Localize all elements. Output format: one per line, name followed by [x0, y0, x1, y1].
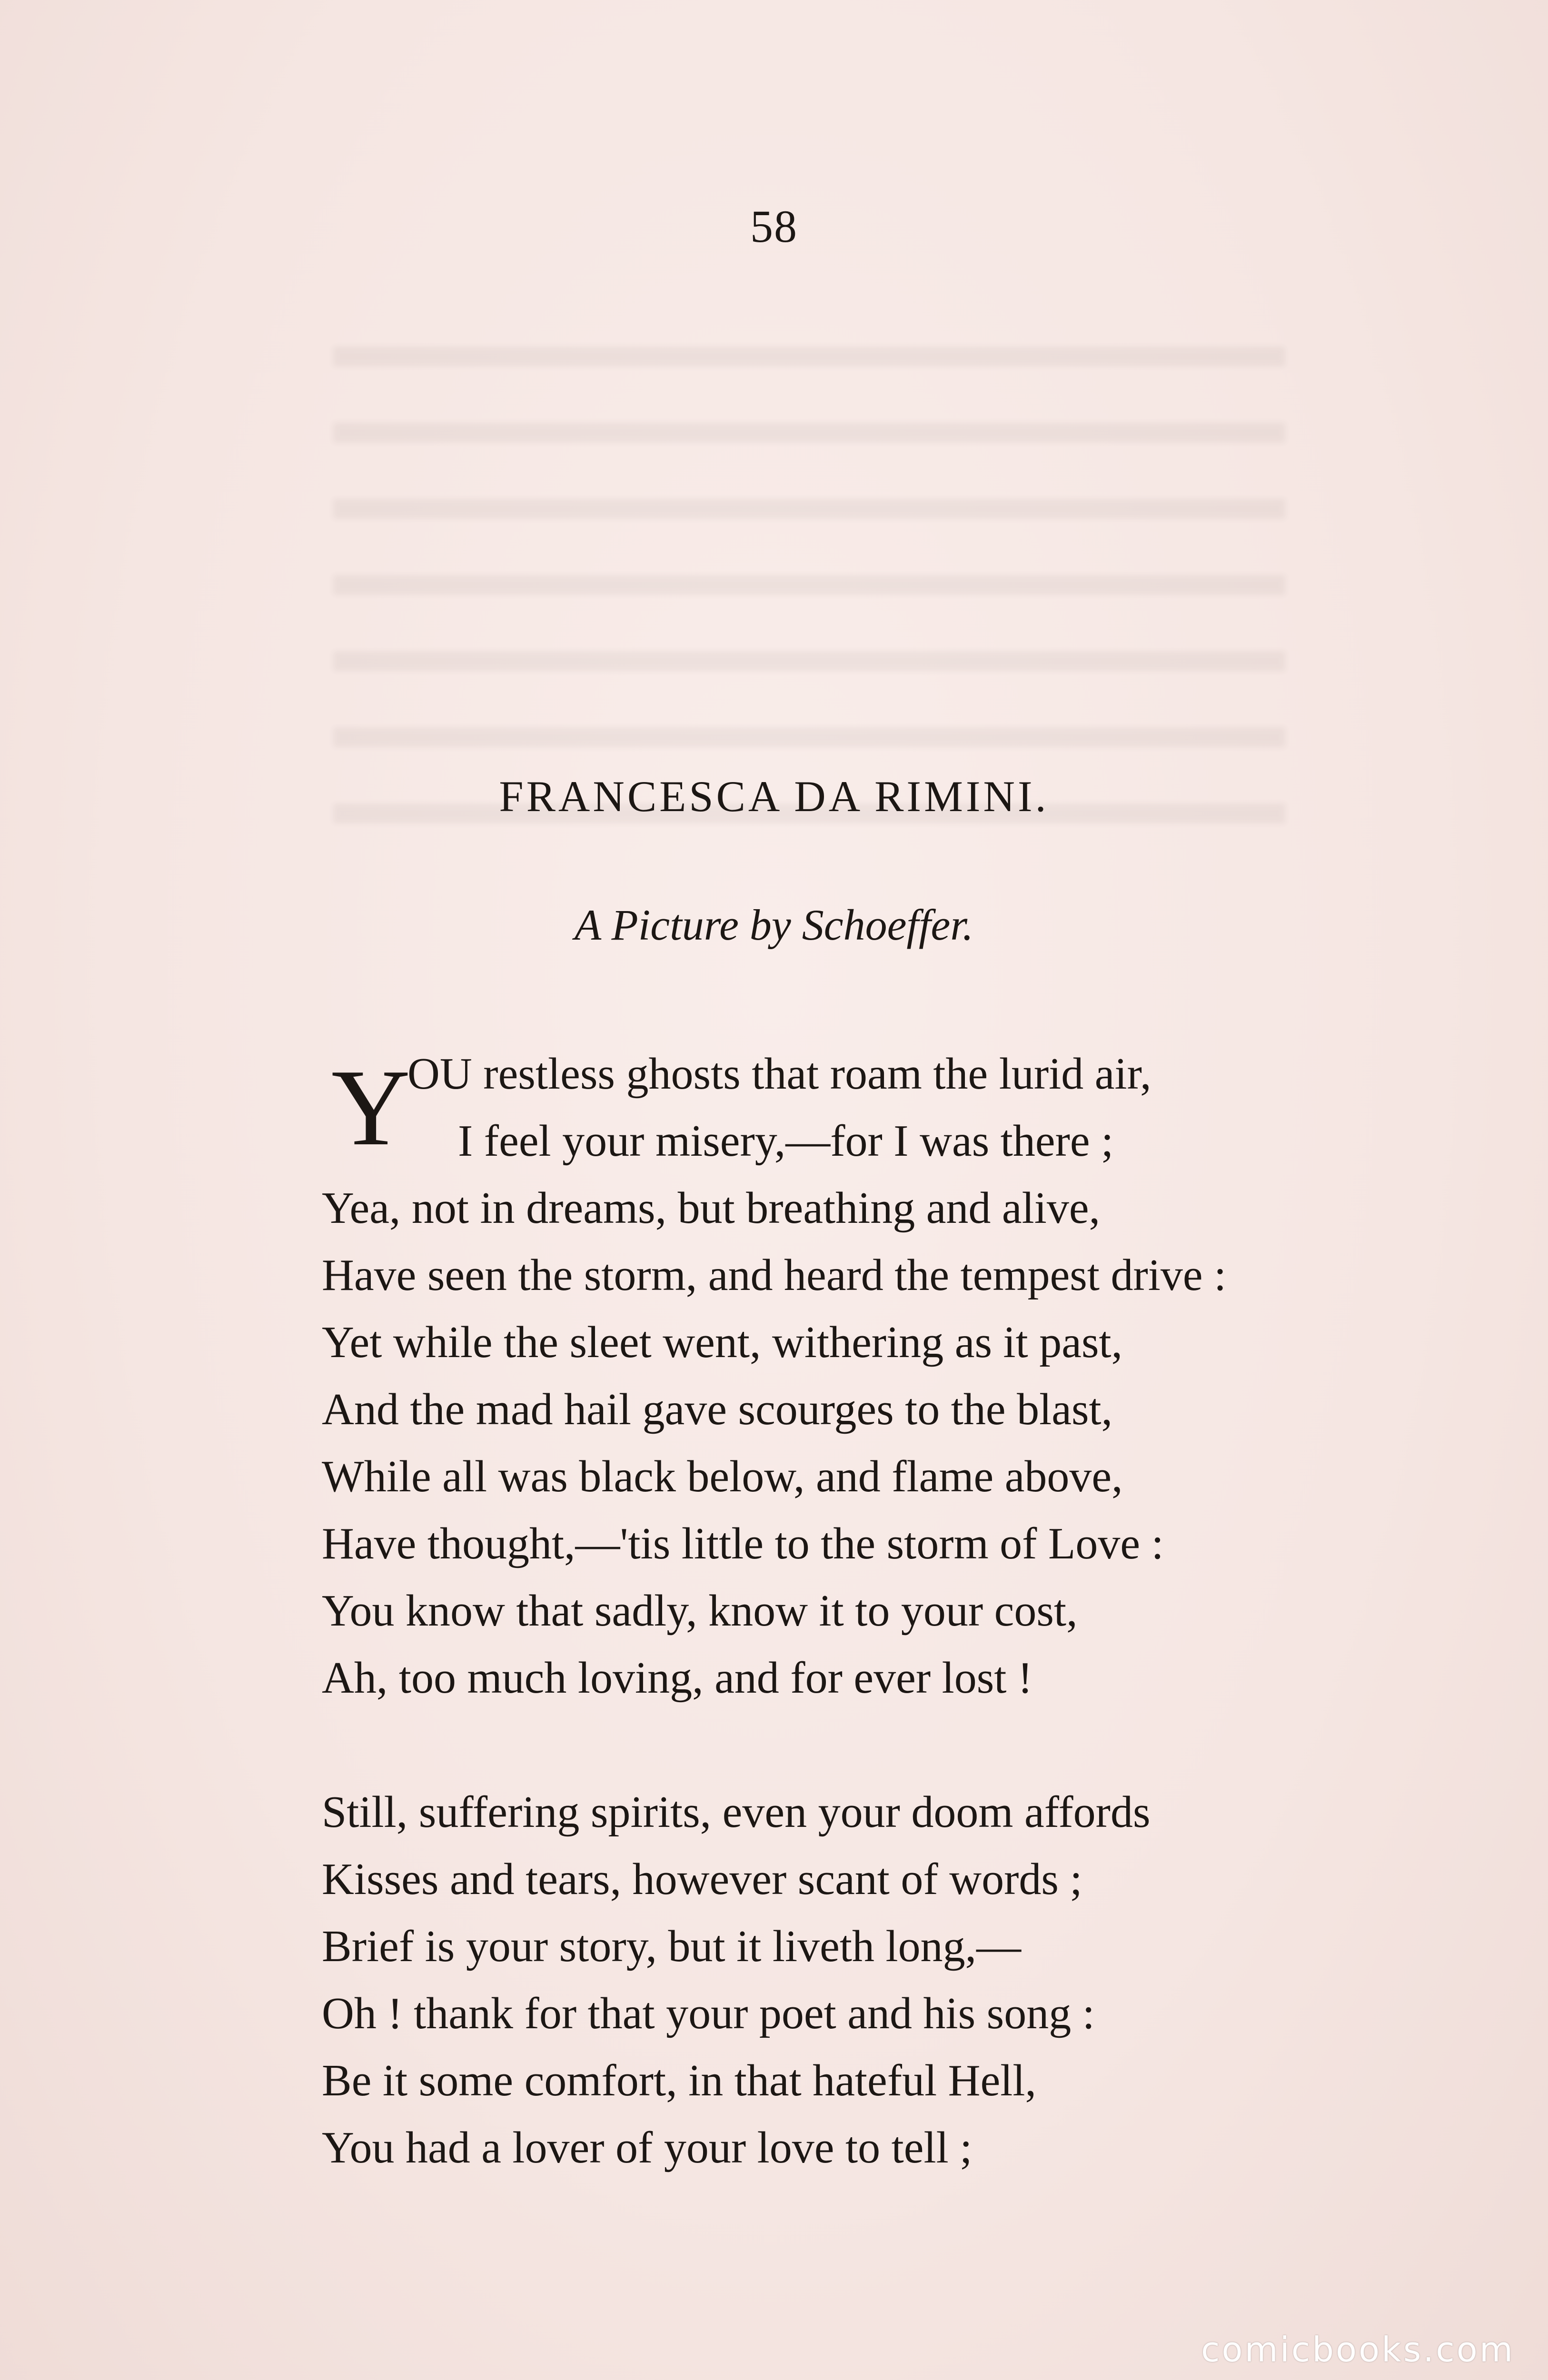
poem-line: And the mad hail gave scourges to the blast,: [322, 1385, 1113, 1434]
site-watermark: comicbooks.com: [1201, 2330, 1515, 2370]
show-through-text: [333, 305, 1285, 828]
stanza-2: [322, 1779, 1151, 2182]
poem-line: You know that sadly, know it to your cost,: [322, 1586, 1078, 1636]
poem-line: You had a lover of your love to tell ;: [322, 2123, 972, 2172]
poem-line: Have seen the storm, and heard the tempest drive :: [322, 1250, 1227, 1300]
poem-line: Still, suffering spirits, even your doom affords: [322, 1787, 1151, 1837]
poem-line: Ah, too much loving, and for ever lost !: [322, 1653, 1033, 1703]
poem-line: Be it some comfort, in that hateful Hell,: [322, 2056, 1037, 2105]
poem-line: Brief is your story, but it liveth long,—: [322, 1922, 1022, 1971]
poem-line: Have thought,—'tis little to the storm of Love :: [322, 1519, 1164, 1568]
poem-line: While all was black below, and flame above,: [322, 1452, 1123, 1501]
poem-line: Oh ! thank for that your poet and his song :: [322, 1989, 1095, 2038]
poem-line: I feel your misery,—for I was there ;: [458, 1116, 1114, 1166]
poem-line: Yet while the sleet went, withering as it past,: [322, 1318, 1123, 1367]
drop-cap: Y: [331, 1047, 411, 1168]
poem-line: Yea, not in dreams, but breathing and alive,: [322, 1183, 1101, 1233]
poem-line: Kisses and tears, however scant of words ;: [322, 1854, 1082, 1904]
poem-line: OU restless ghosts that roam the lurid air,: [407, 1049, 1151, 1099]
poem-subtitle: A Picture by Schoeffer.: [575, 901, 973, 949]
stanza-1: [322, 1041, 1226, 1712]
page-number: 58: [750, 201, 798, 252]
poem-title: FRANCESCA DA RIMINI.: [499, 772, 1049, 821]
